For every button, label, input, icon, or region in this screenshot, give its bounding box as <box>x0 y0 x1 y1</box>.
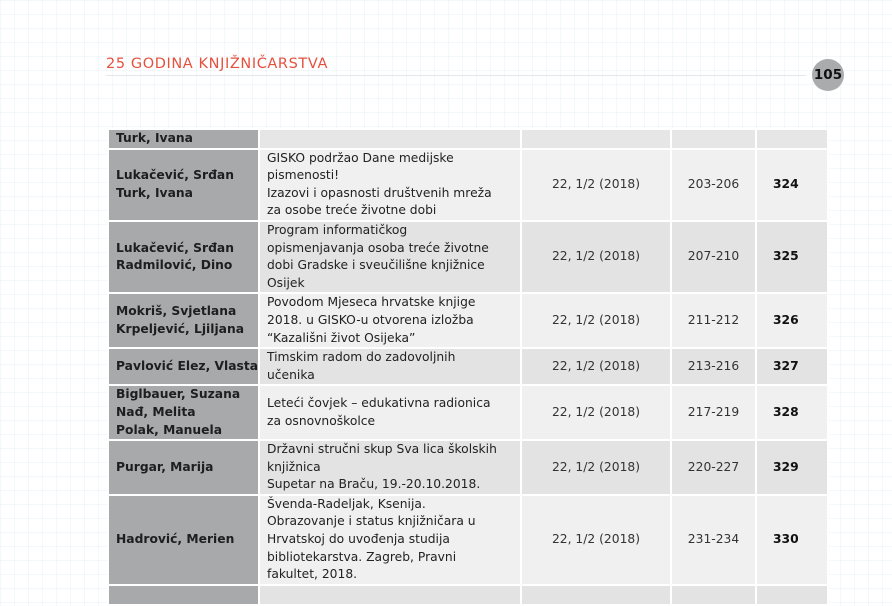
entry-number-cell: 324 <box>756 149 828 221</box>
pages-cell: 207-210 <box>671 221 756 293</box>
title-cell: Državni stručni skup Sva lica školskih knjižnica Supetar na Braču, 19.-20.10.2018. <box>259 440 521 495</box>
entry-number-cell <box>756 585 828 605</box>
issue-cell: 22, 1/2 (2018) <box>521 440 671 495</box>
issue-cell <box>521 585 671 605</box>
table-row <box>108 585 828 605</box>
title-cell <box>259 585 521 605</box>
author-cell: Turk, Ivana <box>108 129 259 149</box>
page-number-badge: 105 <box>812 59 844 91</box>
table-row <box>108 440 828 495</box>
title-cell: Leteći čovjek – edukativna radionica za osnovnoškolce <box>259 385 521 440</box>
pages-cell: 211-212 <box>671 293 756 348</box>
pages-cell: 213-216 <box>671 348 756 385</box>
title-cell: Povodom Mjeseca hrvatske knjige 2018. u GISKO-u otvorena izložba “Kazališni život Osijeka” <box>259 293 521 348</box>
issue-cell <box>521 129 671 149</box>
table-row <box>108 221 828 293</box>
pages-cell: 231-234 <box>671 495 756 585</box>
table-row <box>108 129 828 149</box>
author-cell: Mokriš, Svjetlana Krpeljević, Ljiljana <box>108 293 259 348</box>
bibliography-table <box>107 128 829 606</box>
header-rule <box>106 75 806 76</box>
issue-cell: 22, 1/2 (2018) <box>521 221 671 293</box>
table-row <box>108 385 828 440</box>
issue-cell: 22, 1/2 (2018) <box>521 149 671 221</box>
author-cell: Pavlović Elez, Vlasta <box>108 348 259 385</box>
entry-number-cell: 329 <box>756 440 828 495</box>
issue-cell: 22, 1/2 (2018) <box>521 293 671 348</box>
table-row <box>108 348 828 385</box>
entry-number-cell: 327 <box>756 348 828 385</box>
title-cell: Timskim radom do zadovoljnih učenika <box>259 348 521 385</box>
author-cell: Lukačević, Srđan Turk, Ivana <box>108 149 259 221</box>
pages-cell: 217-219 <box>671 385 756 440</box>
pages-cell: 203-206 <box>671 149 756 221</box>
title-cell: GISKO podržao Dane medijske pismenosti! Izazovi i opasnosti društvenih mreža za osobe treće životne dobi <box>259 149 521 221</box>
author-cell: Hadrović, Merien <box>108 495 259 585</box>
title-cell: Program informatičkog opismenjavanja osoba treće životne dobi Gradske i sveučilišne knjižnice Osijek <box>259 221 521 293</box>
title-cell: Švenda-Radeljak, Ksenija. Obrazovanje i status knjižničara u Hrvatskoj do uvođenja studija bibliotekarstva. Zagreb, Pravni fakultet, 2018. <box>259 495 521 585</box>
table-row <box>108 495 828 585</box>
title-cell <box>259 129 521 149</box>
pages-cell: 220-227 <box>671 440 756 495</box>
author-cell: Purgar, Marija <box>108 440 259 495</box>
entry-number-cell: 328 <box>756 385 828 440</box>
pages-cell <box>671 585 756 605</box>
running-head: 25 GODINA KNJIŽNIČARSTVA <box>106 56 328 72</box>
author-cell: Lukačević, Srđan Radmilović, Dino <box>108 221 259 293</box>
issue-cell: 22, 1/2 (2018) <box>521 385 671 440</box>
author-cell: Biglbauer, Suzana Nađ, Melita Polak, Manuela <box>108 385 259 440</box>
entry-number-cell: 325 <box>756 221 828 293</box>
issue-cell: 22, 1/2 (2018) <box>521 348 671 385</box>
entry-number-cell <box>756 129 828 149</box>
entry-number-cell: 330 <box>756 495 828 585</box>
pages-cell <box>671 129 756 149</box>
author-cell <box>108 585 259 605</box>
issue-cell: 22, 1/2 (2018) <box>521 495 671 585</box>
table-row <box>108 293 828 348</box>
table-row <box>108 149 828 221</box>
entry-number-cell: 326 <box>756 293 828 348</box>
